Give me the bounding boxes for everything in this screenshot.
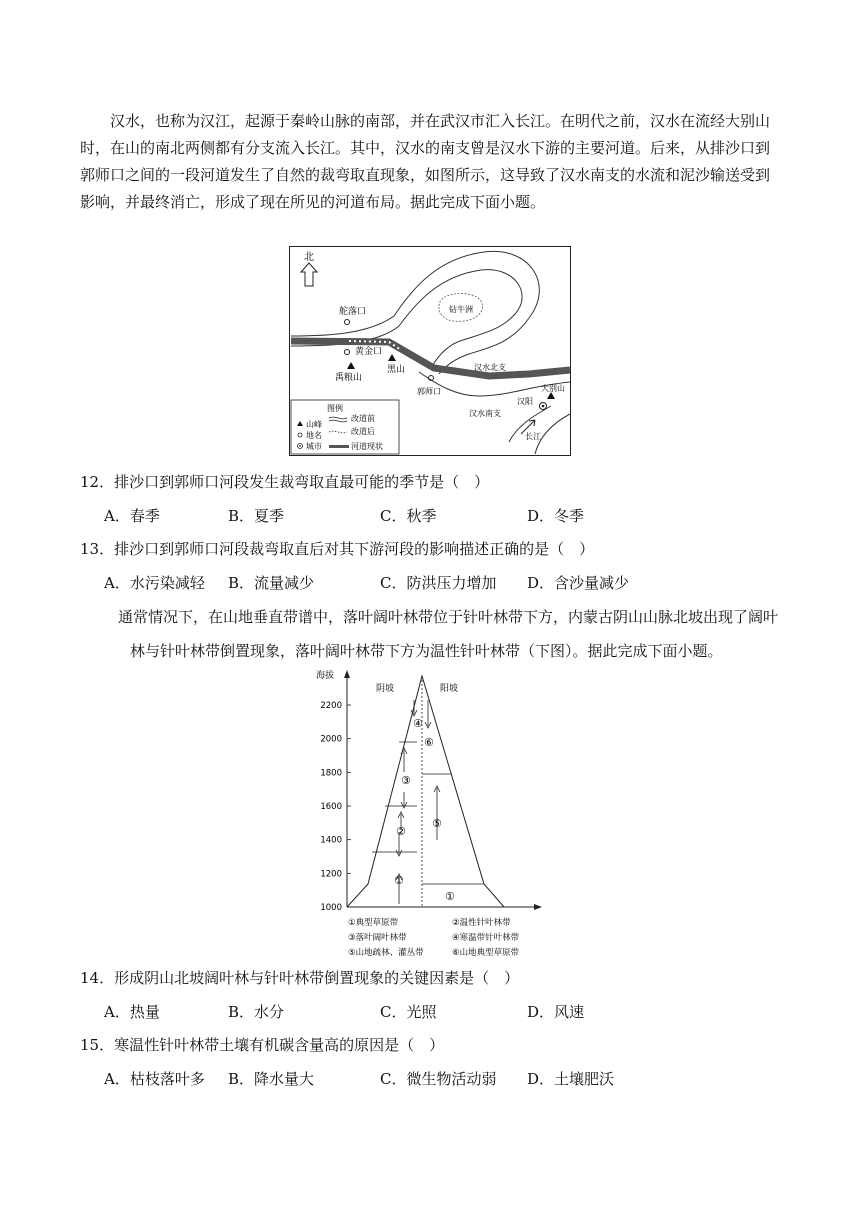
legend-after: 改道后	[351, 427, 375, 436]
passage-1-line-3: 郭师口之间的一段河道发生了自然的裁弯取直现象，如图所示，这导致了汉水南支的水流和泥沙输送受到	[80, 166, 771, 184]
question-12-stem: 12．排沙口到郭师口河段发生裁弯取直最可能的季节是（ ）	[80, 473, 490, 491]
passage-1-line-4: 影响，并最终消亡，形成了现在所见的河道布局。据此完成下面小题。	[80, 193, 546, 211]
legend-current: 河道现状	[351, 442, 383, 451]
legend-before: 改道前	[351, 414, 375, 423]
zone-6: ⑥	[424, 736, 434, 749]
y-tick-label: 1200	[320, 869, 342, 880]
q15-option-c[interactable]: C．微生物活动弱	[380, 1070, 497, 1088]
place-yuliangshan: 禹粮山	[335, 373, 363, 383]
y-tick-label: 1600	[320, 802, 342, 812]
y-tick-label: 1400	[320, 835, 342, 846]
vertical-zonation-chart	[312, 664, 548, 962]
y-axis-arrow-icon	[344, 670, 350, 678]
q13-option-b[interactable]: B．流量减少	[228, 574, 315, 592]
question-13-stem: 13．排沙口到郭师口河段裁弯取直后对其下游河段的影响描述正确的是（ ）	[80, 540, 595, 558]
legend-item-3: ③落叶阔叶林带	[348, 933, 407, 943]
label-shady-slope: 阴坡	[376, 684, 395, 694]
label-changjiang: 长江	[525, 432, 541, 441]
q13-option-a[interactable]: A．水污染减轻	[104, 574, 205, 592]
q13-option-c[interactable]: C．防洪压力增加	[380, 574, 497, 592]
label-sunny-slope: 阳坡	[440, 684, 459, 694]
legend-title: 图例	[327, 404, 343, 413]
place-huangjinkou: 黄金口	[355, 347, 383, 357]
passage-1-line-1: 汉水，也称为汉江，起源于秦岭山脉的南部，并在武汉市汇入长江。在明代之前，汉水在流经大别山	[110, 112, 771, 130]
place-hanyang: 汉阳	[517, 397, 533, 406]
legend-city: 城市	[306, 442, 322, 451]
place-heishan: 黑山	[387, 365, 406, 375]
zone-5: ⑤	[432, 817, 442, 830]
passage-1	[80, 108, 785, 216]
q14-option-b[interactable]: B．水分	[228, 1003, 285, 1021]
place-dabieshan: 大别山	[541, 384, 565, 393]
y-axis-label: 海拔	[316, 671, 335, 681]
y-tick-label: 2200	[320, 701, 342, 711]
passage-2-line-2: 林与针叶林带倒置现象，落叶阔叶林带下方为温性针叶林带（下图）。据此完成下面小题。	[130, 642, 723, 660]
q14-option-a[interactable]: A．热量	[104, 1003, 160, 1021]
zone-2: ②	[396, 825, 406, 838]
question-15-stem: 15．寒温性针叶林带土壤有机碳含量高的原因是（ ）	[80, 1036, 445, 1054]
q13-option-d[interactable]: D．含沙量减少	[527, 574, 630, 592]
legend-peak: 山峰	[306, 420, 322, 429]
legend-item-4: ④寒温带针叶林带	[452, 933, 520, 943]
q15-option-a[interactable]: A．枯枝落叶多	[104, 1070, 205, 1088]
label-hanshui-south: 汉水南支	[469, 409, 501, 418]
chart-legend	[348, 917, 520, 958]
zone-4: ④	[413, 717, 423, 730]
y-tick-label: 2000	[320, 734, 342, 745]
river-map-figure	[289, 246, 571, 456]
passage-2-line-1: 通常情况下，在山地垂直带谱中，落叶阔叶林带位于针叶林带下方，内蒙古阴山山脉北坡出现了阔叶	[118, 608, 779, 626]
q12-option-b[interactable]: B．夏季	[228, 507, 285, 525]
passage-1-line-2: 时，在山的南北两侧都有分支流入长江。其中，汉水的南支曾是汉水下游的主要河道。后来，从排沙口到	[80, 139, 771, 157]
q15-option-b[interactable]: B．降水量大	[228, 1070, 315, 1088]
y-tick-label: 1800	[320, 768, 342, 779]
legend-item-6: ⑥山地典型草原带	[452, 948, 520, 958]
q12-option-c[interactable]: C．秋季	[380, 507, 437, 525]
zone-1-shady: ①	[394, 874, 404, 887]
legend-item-1: ①典型草原带	[348, 918, 399, 928]
passage-2	[118, 600, 808, 668]
mountain-outline	[347, 676, 504, 907]
y-tick-label: 1000	[320, 903, 342, 913]
legend-item-5: ⑤山地疏林、灌丛带	[348, 948, 424, 958]
legend-item-2: ②温性针叶林带	[452, 918, 511, 928]
zone-3: ③	[401, 774, 411, 787]
q12-option-a[interactable]: A．春季	[104, 507, 160, 525]
north-label: 北	[304, 252, 314, 263]
place-guoshikou: 郭师口	[417, 387, 441, 396]
q14-option-d[interactable]: D．风速	[527, 1003, 585, 1021]
zone-1-sunny: ①	[445, 890, 455, 903]
place-tuoluokou: 舵落口	[339, 307, 367, 317]
q12-option-d[interactable]: D．冬季	[527, 507, 585, 525]
legend-place: 地名	[306, 431, 322, 440]
q15-option-d[interactable]: D．土壤肥沃	[527, 1070, 615, 1088]
label-hanshui-north: 汉水北支	[474, 363, 506, 372]
place-zhanniuzhou: 钻牛洲	[449, 305, 473, 314]
q14-option-c[interactable]: C．光照	[380, 1003, 437, 1021]
question-14-stem: 14．形成阴山北坡阔叶林与针叶林带倒置现象的关键因素是（ ）	[80, 969, 520, 987]
x-axis-arrow-icon	[534, 904, 542, 910]
